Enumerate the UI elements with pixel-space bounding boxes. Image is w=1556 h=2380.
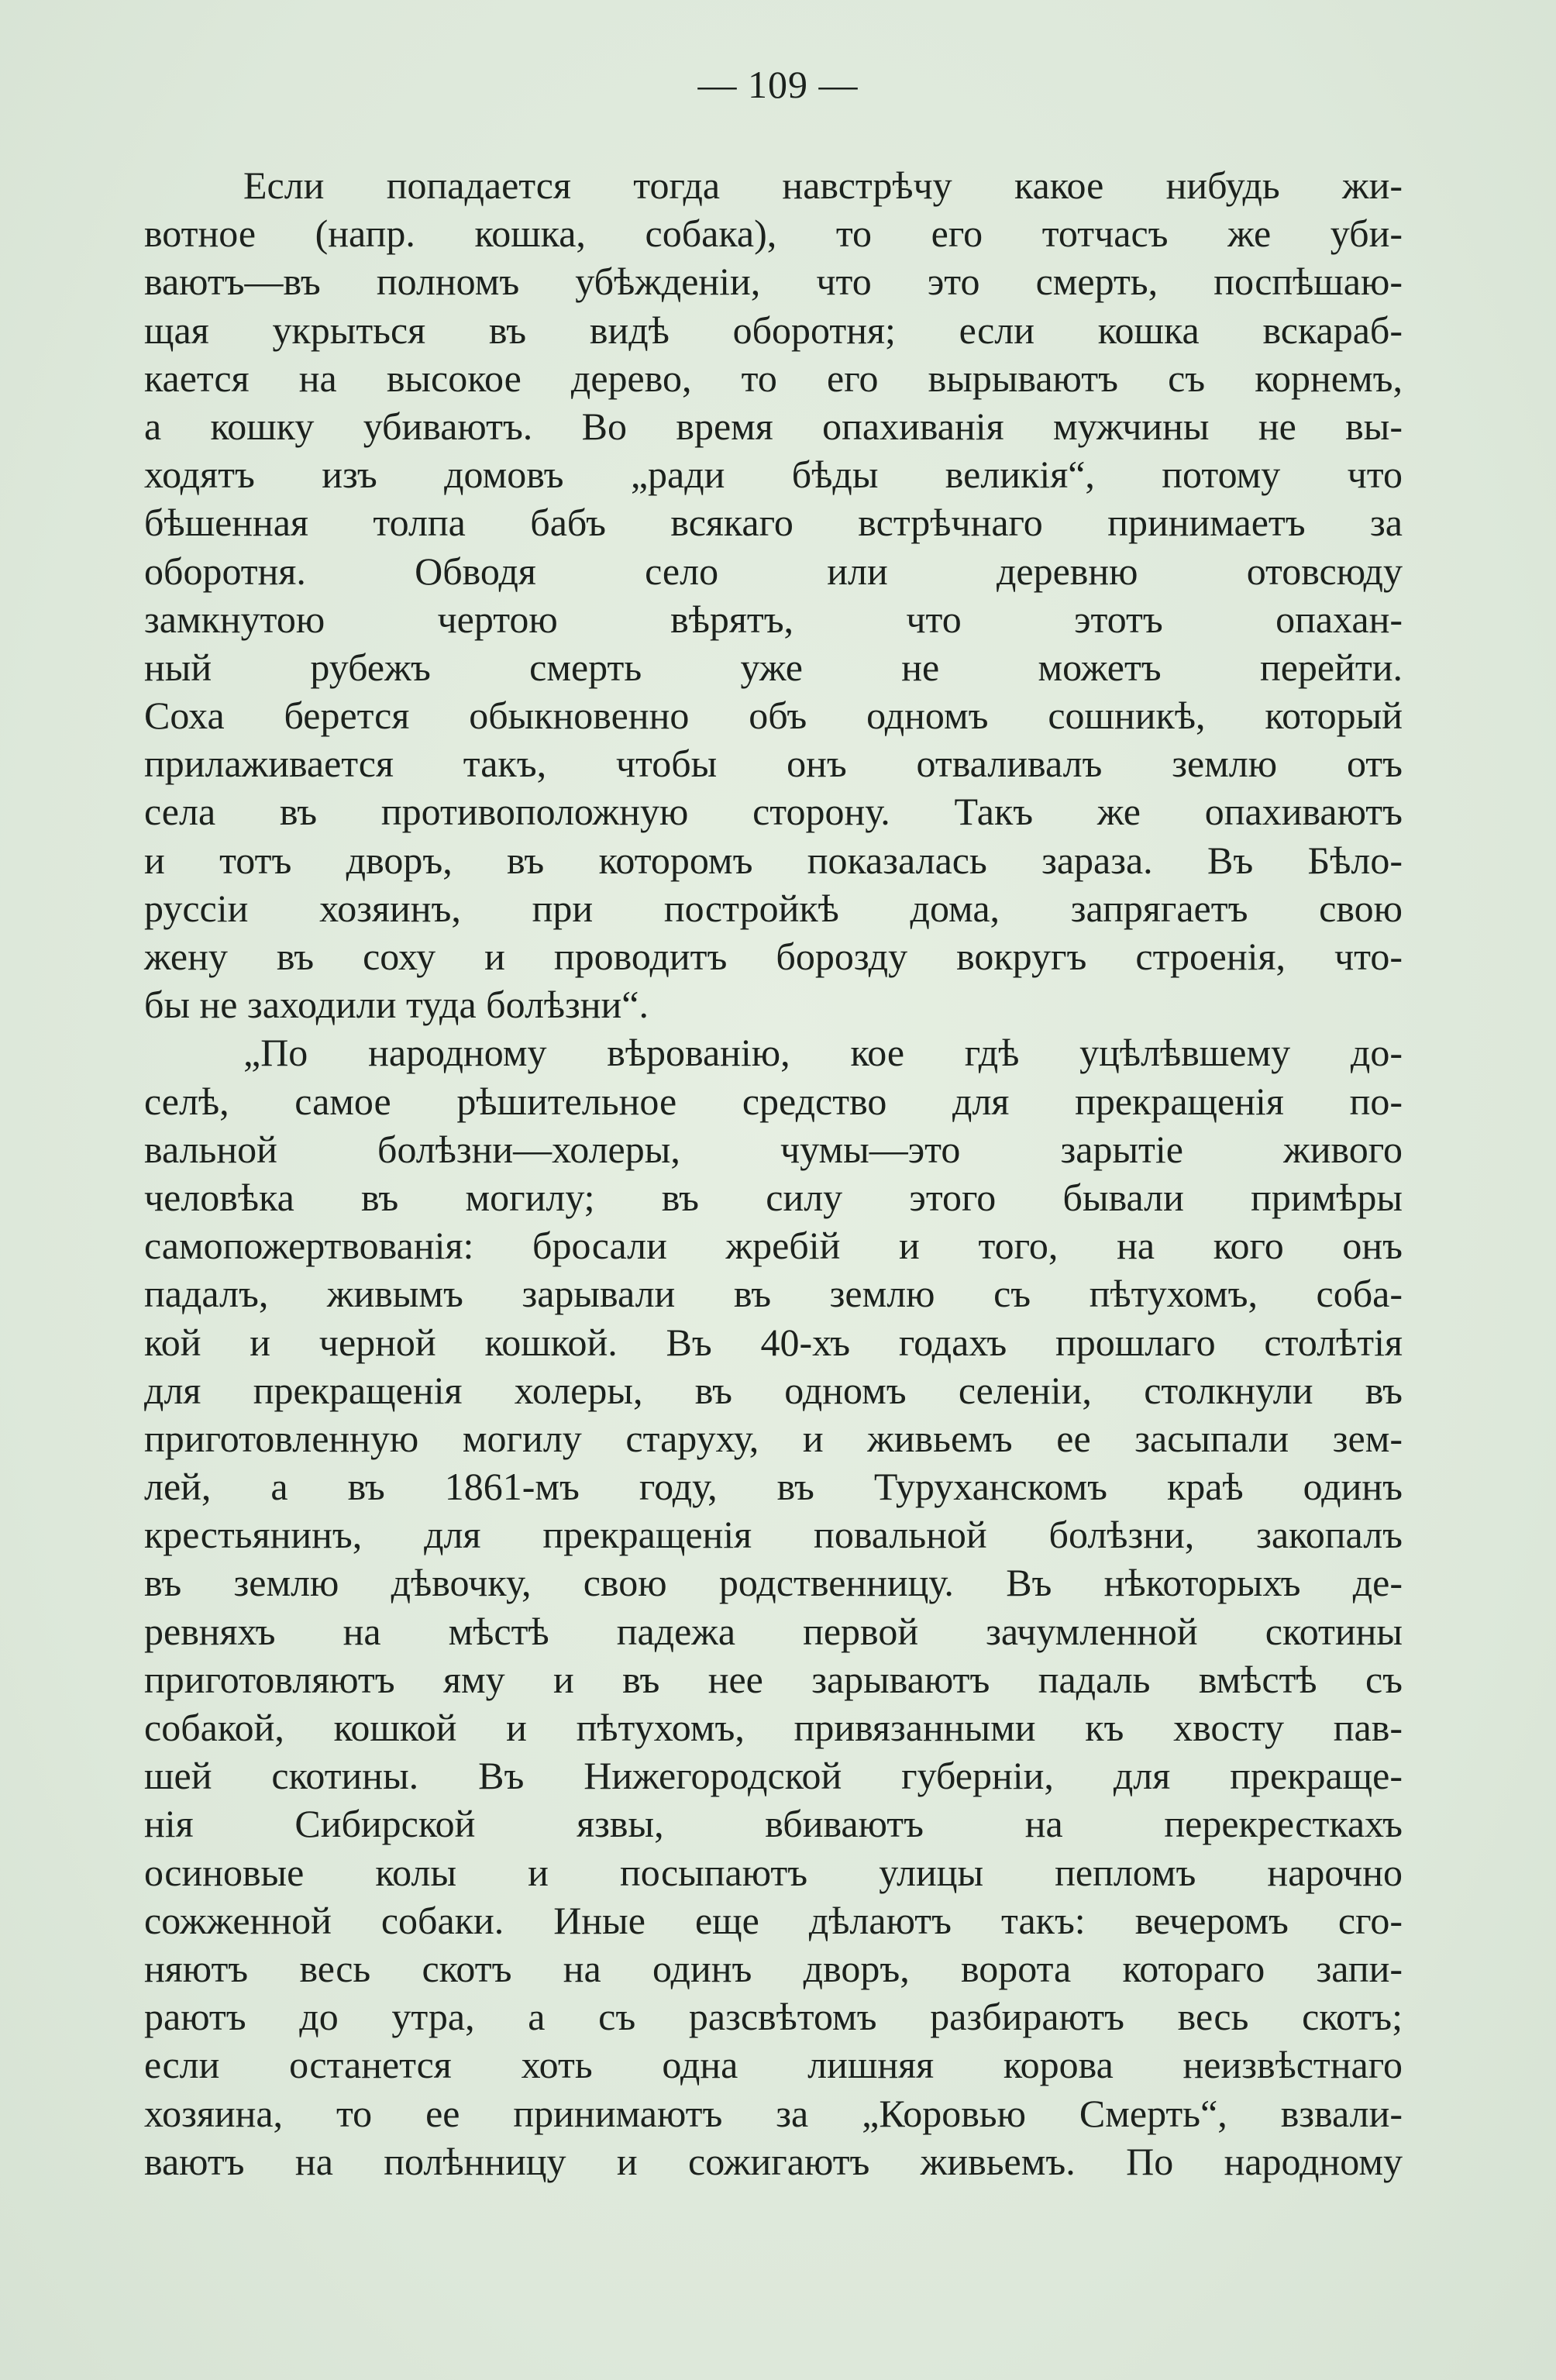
text-line: собакой, кошкой и пѣтухомъ, привязанными къ хвосту пав- (144, 1706, 1403, 1749)
text-line: хозяина, то ее принимаютъ за „Коровью Смерть“, взвали- (144, 2091, 1403, 2135)
text-line: въ землю дѣвочку, свою родственницу. Въ нѣкоторыхъ де- (144, 1561, 1403, 1605)
text-line: шей скотины. Въ Нижегородской губерніи, для прекраще- (144, 1754, 1403, 1798)
text-line: раютъ до утра, а съ разсвѣтомъ разбираютъ весь скотъ; (144, 1995, 1403, 2039)
text-line: щая укрыться въ видѣ оборотня; если кошка вскараб- (144, 308, 1403, 352)
text-line: нія Сибирской язвы, вбиваютъ на перекресткахъ (144, 1802, 1403, 1846)
text-line: а кошку убиваютъ. Во время опахиванія мужчины не вы- (144, 404, 1403, 448)
text-line: лей, а въ 1861-мъ году, въ Туруханскомъ краѣ одинъ (144, 1465, 1403, 1509)
text-line: ваютъ на полѣнницу и сожигаютъ живьемъ. По народному (144, 2139, 1403, 2183)
text-line: села въ противоположную сторону. Такъ же опахиваютъ (144, 790, 1403, 834)
text-line: вотное (напр. кошка, собака), то его тотчасъ же уби- (144, 212, 1403, 256)
text-line: крестьянинъ, для прекращенія повальной болѣзни, закопалъ (144, 1513, 1403, 1557)
text-line: прилаживается такъ, чтобы онъ отваливалъ землю отъ (144, 742, 1403, 786)
text-line: приготовляютъ яму и въ нее зарываютъ падаль вмѣстѣ съ (144, 1657, 1403, 1701)
text-line: селѣ, самое рѣшительное средство для прекращенія по- (144, 1079, 1403, 1123)
text-line: сожженной собаки. Иные еще дѣлаютъ такъ: вечеромъ сго- (144, 1898, 1403, 1942)
text-line: приготовленную могилу старуху, и живьемъ ее засыпали зем- (144, 1416, 1403, 1460)
text-line: вальной болѣзни—холеры, чумы—это зарытіе живого (144, 1127, 1403, 1171)
text-line: „По народному вѣрованію, кое гдѣ уцѣлѣвшему до- (243, 1031, 1403, 1075)
text-line: ный рубежъ смерть уже не можетъ перейти. (144, 645, 1403, 689)
text-line: ходятъ изъ домовъ „ради бѣды великія“, потому что (144, 453, 1403, 497)
text-line: ревняхъ на мѣстѣ падежа первой зачумленной скотины (144, 1609, 1403, 1653)
text-line: кой и черной кошкой. Въ 40-хъ годахъ прошлаго столѣтія (144, 1320, 1403, 1364)
body-text (144, 161, 1403, 2185)
text-line: для прекращенія холеры, въ одномъ селеніи, столкнули въ (144, 1368, 1403, 1412)
page-number: — 109 — (697, 63, 859, 106)
text-line: Если попадается тогда навстрѣчу какое нибудь жи- (243, 164, 1403, 207)
text-line: падалъ, живымъ зарывали въ землю съ пѣтухомъ, соба- (144, 1272, 1403, 1316)
text-line: бы не заходили туда болѣзни“. (144, 983, 649, 1027)
text-line: кается на высокое дерево, то его вырываютъ съ корнемъ, (144, 356, 1403, 400)
text-line: если останется хоть одна лишняя корова неизвѣстнаго (144, 2043, 1403, 2087)
text-line: замкнутою чертою вѣрятъ, что этотъ опахан- (144, 597, 1403, 641)
text-line: ваютъ—въ полномъ убѣжденіи, что это смерть, поспѣшаю- (144, 260, 1403, 304)
text-line: жену въ соху и проводитъ борозду вокругъ строенія, что- (144, 935, 1403, 978)
text-line: оборотня. Обводя село или деревню отовсюду (144, 549, 1403, 593)
text-line: Соха берется обыкновенно объ одномъ сошникѣ, который (144, 694, 1403, 738)
text-line: няютъ весь скотъ на одинъ дворъ, ворота котораго запи- (144, 1946, 1403, 1990)
text-line: человѣка въ могилу; въ силу этого бывали примѣры (144, 1175, 1403, 1219)
text-line: бѣшенная толпа бабъ всякаго встрѣчнаго принимаетъ за (144, 501, 1403, 545)
text-line: руссіи хозяинъ, при постройкѣ дома, запрягаетъ свою (144, 886, 1403, 930)
text-line: самопожертвованія: бросали жребій и того, на кого онъ (144, 1224, 1403, 1268)
text-line: осиновые колы и посыпаютъ улицы пепломъ нарочно (144, 1850, 1403, 1894)
text-line: и тотъ дворъ, въ которомъ показалась зараза. Въ Бѣло- (144, 838, 1403, 882)
